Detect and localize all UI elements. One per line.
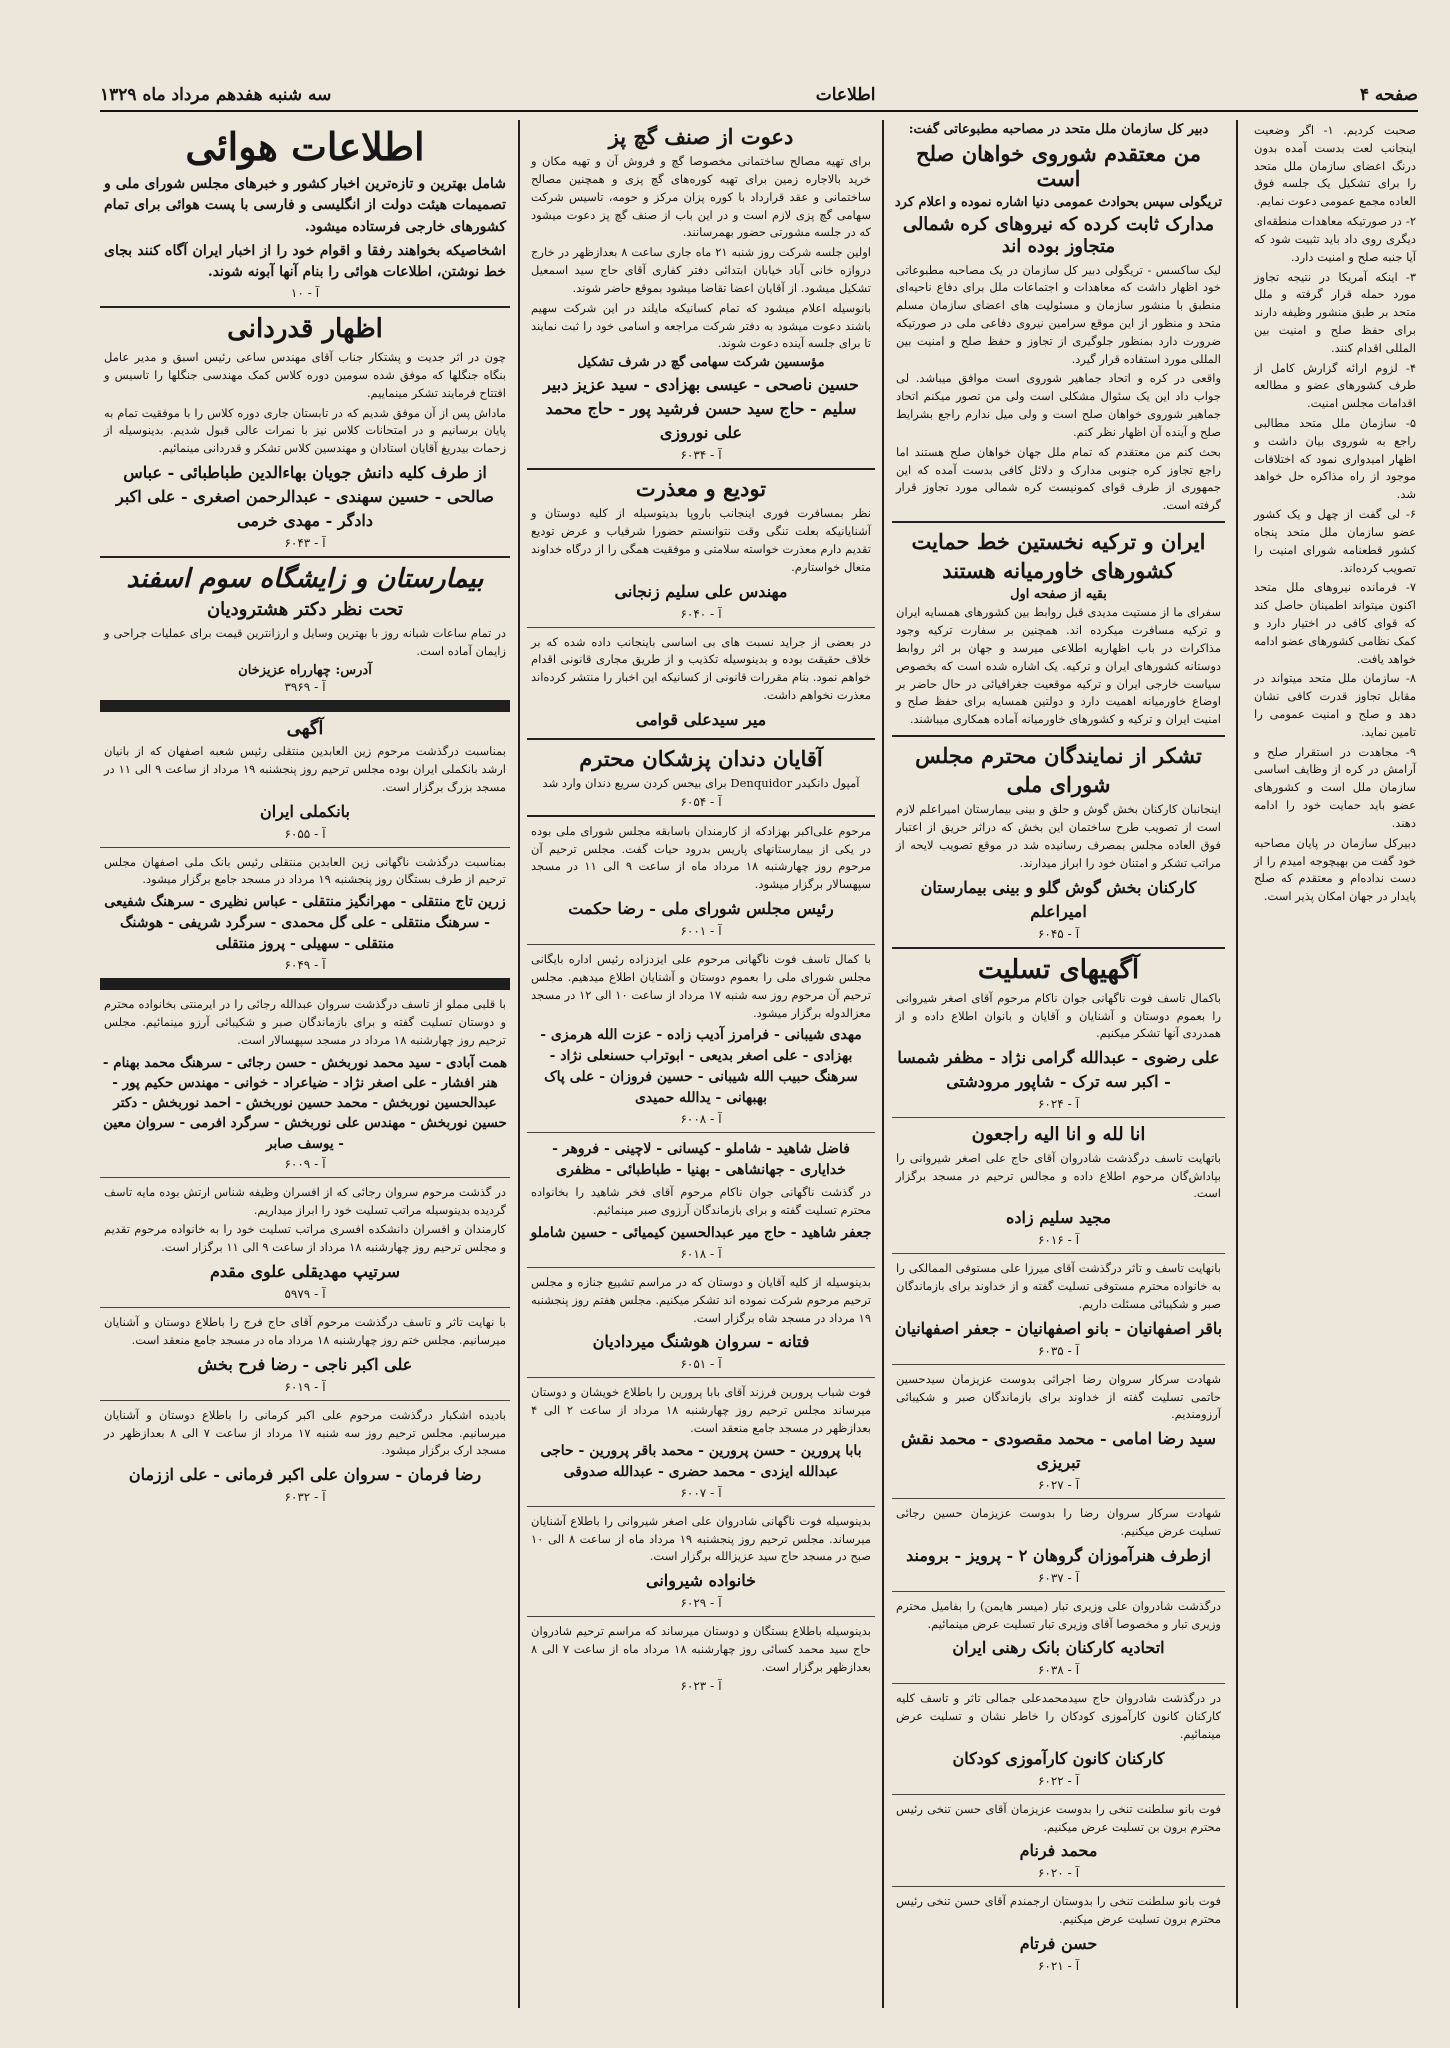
ad-rule — [100, 847, 510, 848]
ad-headline: آقایان دندان پزشکان محترم — [579, 745, 823, 771]
article-paragraph: ۳- اینکه آمریکا در نتیجه تجاوز مورد حمله قرار گرفته و ملل متحد بر طبق منشور وظیفه دارند برای حفظ صلح و امنیت بین المللی اقدام کنند. — [1254, 269, 1416, 355]
condolence-names: مهدی شیبانی - فرامرز آدیب زاده - عزت الله هرمزی - بهزادی - علی اصغر بدیعی - ابوتراب حسنعلی نژاد - سرهنگ حبیب الله شیبانی - حسین فروزان - علی پاک بهبهانی - یدالله حمیدی — [540, 1027, 862, 1107]
article-kicker: دبیر کل سازمان ملل متحد در مصاحبه مطبوعاتی گفت: — [908, 122, 1209, 137]
ad-text: چون در اثر جدیت و پشتکار جناب آقای مهندس ساعی رئیس اسبق و مدیر عامل بنگاه جنگلها که موفق شده سومین دوره کلاس کمک مهندسی جنگلها را تاسیس و افتتاح فرمایند تشکر مینماییم. — [104, 350, 506, 400]
ad-rule — [527, 1377, 875, 1378]
ad-code: آ - ۶۰۵۱ — [680, 1357, 722, 1372]
ad-rule — [527, 627, 875, 628]
ad-code: آ - ۶۰۴۵ — [1037, 926, 1080, 941]
ad-rule — [892, 1117, 1225, 1118]
ad-code: آ - ۶۰۲۱ — [1037, 1959, 1080, 1974]
ad-code: آ - ۶۰۳۸ — [1037, 1663, 1080, 1678]
ad-rule — [527, 944, 875, 945]
condolence-text: با قلبی مملو از تاسف درگذشت سروان عبدالله رجائی را در ایرمنتی بخانواده محترم و دوستان تسلیت گفته و برای بازماندگان صبر و شکیبائی آرزو مینمائیم. مجلس ترحیم روز چهارشنبه ۱۸ مرداد در مسجد سپهسالار است. — [104, 997, 506, 1047]
ad-code: آ - ۶۰۴۰ — [680, 606, 722, 621]
ad-code: آ - ۶۰۴۹ — [284, 958, 326, 973]
ad-code: آ - ۶۰۰۸ — [680, 1112, 722, 1127]
ad-signature: از طرف کلیه دانش جویان بهاءالدین طباطبائی - عباس صالحی - حسین سهندی - عبدالرحمن اصغری - علی اکبر دادگر - مهدی خرمی — [116, 463, 494, 531]
ad-headline: تودیع و معذرت — [635, 476, 767, 502]
heavy-rule — [100, 700, 510, 712]
ad-rule — [527, 1132, 875, 1133]
ad-text: مرحوم علی‌اکبر بهزادکه از کارمندان باسابقه مجلس شورای ملی بوده در یکی از بیمارستانهای پاریس بدرود حیات گفت. مجلس ترحیم آن مرحوم روز چهارشنبه ۱۸ مرداد ماه از ساعت ۹ الی ۱۱ در مسجد سپهسالار برگزار میشود. — [531, 823, 871, 892]
page-header — [100, 82, 1418, 108]
condolence-names: کارکنان کانون کارآموزی کودکان — [952, 1748, 1165, 1768]
founders-names: حسین ناصحی - عیسی بهزادی - سید عزیز دبیر سلیم - حاج سید حسن فرشید پور - حاج محمد علی نوروزی — [543, 375, 859, 443]
ad-code: آ - ۶۰۲۷ — [1037, 1478, 1080, 1493]
issue-date: سه شنبه هفدهم مرداد ماه ۱۳۲۹ — [100, 85, 332, 105]
condolence-text: فوت بانو سلطنت تنخی را بدوستان ارجمندم آقای حسن تنخی رئیس محترم برون تسلیت عرض میکنیم. — [896, 1894, 1221, 1927]
ad-rule — [892, 1364, 1225, 1365]
condolence-text: بدینوسیله از کلیه آقایان و دوستان که در مراسم تشییع جنازه و مجلس ترحیم مرحوم شرکت نموده اند تشکر میکنیم. مجلس هفتم روز پنجشنبه ۱۹ مرداد در مسجد شاه برگزار است. — [531, 1274, 871, 1325]
ad-address: آدرس: چهارراه عزیزخان — [238, 662, 372, 678]
article-subheadline: مدارک ثابت کرده که نیروهای کره شمالی متجاوز بوده اند — [902, 214, 1215, 257]
condolence-text: بدینوسیله باطلاع بستگان و دوستان میرساند که مراسم ترحیم شادروان حاج سید محمد کسائی روز چهارشنبه ۱۸ مرداد ماه از ساعت ۷ الی ۸ بعدازظهر برگزار است. — [531, 1624, 871, 1674]
ad-text: آمپول دانکیدر Denquidor برای بیحس کردن سریع دندان وارد شد — [542, 776, 860, 790]
article-paragraph: بحث کنم من معتقدم که تمام ملل جهان خواهان صلح هستند اما راجع تجاوز کره جنوبی مدارک و دلائل کافی بدست آمده که این جمهوری از طرف قوای کمونیست کره شمالی مورد تجاوز قرار گرفته است. — [896, 444, 1221, 513]
section-rule — [100, 556, 510, 558]
ad-text: بمناسبت درگذشت ناگهانی زین العابدین منتقلی رئیس بانک ملی اصفهان مجلس ترحیم از طرف بستگان روز پنجشنبه ۱۹ مرداد در مسجد جامع برگزار میشود. — [104, 854, 506, 887]
ad-signature: رئیس مجلس شورای ملی - رضا حکمت — [568, 899, 834, 919]
ad-code: آ - ۶۰۵۴ — [680, 794, 722, 809]
continued-note: بقیه از صفحه اول — [1010, 587, 1107, 603]
condolence-text: بانهایت تاسف و تاثر درگذشت آقای میرزا علی مستوفی الممالکی را به خانواده محترم مستوفی تسلیت گفته و از خداوند برای بازماندگان صبر و شکیبائی مسئلت داریم. — [896, 1261, 1221, 1311]
ad-code: آ - ۶۰۲۲ — [1037, 1773, 1080, 1788]
ad-rule — [892, 1498, 1225, 1499]
ad-rule — [892, 1591, 1225, 1592]
condolence-names: زرین تاج منتقلی - مهرانگیز منتقلی - عباس نظیری - سرهنگ شفیعی - سرهنگ منتقلی - علی گل محمدی - سرگرد شریفی - هوشنگ منتقلی - سهیلی - پروز منتقلی — [104, 894, 506, 953]
ad-rule — [527, 1267, 875, 1268]
condolence-text: بدینوسیله فوت ناگهانی شادروان علی اصغر شیروانی را باطلاع آشنایان میرساند. مجلس ترحیم روز پنجشنبه ۱۹ مرداد ماه از ساعت ۸ الی ۱۰ صبح در مسجد حاج سید عزیزالله برگزار است. — [531, 1513, 871, 1564]
ad-signature: کارکنان بخش گوش گلو و بینی بیمارستان امیراعلم — [920, 877, 1197, 921]
ad-subheadline: تحت نظر دکتر هشترودیان — [206, 599, 404, 621]
condolence-names: علی اکبر ناجی - رضا فرح بخش — [197, 1354, 413, 1374]
column-un-continued — [1250, 120, 1420, 2008]
column-ads-middle — [527, 120, 875, 2008]
condolence-names: مجید سلیم زاده — [1005, 1208, 1112, 1228]
condolence-text: فوت شباب پرورین فرزند آقای بابا پرورین را باطلاع خویشان و دوستان میرساند مجلس ترحیم روز چهارشنبه ۱۸ مرداد از ساعت ۲ الی ۴ بعدازظهر در مسجد جامع منعقد است. — [531, 1385, 871, 1435]
condolence-names: باقر اصفهانیان - بانو اصفهانیان - جعفر اصفهانیان — [894, 1318, 1223, 1338]
section-rule — [527, 815, 875, 817]
article-paragraph: سفرای ما از مستیت مدیدی قبل روابط بین کشورهای همسایه ایران و ترکیه مسافرت میکرده اند. همچنین بر سفارت ترکیه وجود مذاکرات در باب اظهاریه اطلاعی میرسد و جهان بر اثر روابط دوستانه کشورهای ایران و ترکیه. یک اشاره شده است که بخصوص سیاست خارجی ایران و ترکیه موقعیت جغرافیائی در حال حاضر بر اوضاع خاورمیانه اهمیت دارد و دولتین همسایه برای حفظ صلح و امنیت ایران و ترکیه و کشورهای خاورمیانه آماده همکاری میباشند. — [896, 605, 1221, 727]
section-rule — [892, 947, 1225, 949]
ad-code: آ - ۶۰۳۴ — [680, 448, 722, 463]
ad-text: نظر بمسافرت فوری اینجانب باروپا بدینوسیله از کلیه دوستان و آشنایانیکه بعلت تنگی وقت نتوانستم حضورا شرفیاب و عرض تودیع تقدیم دارم معذرت خواسته سلامتی و موفقیت همگی را از درگاه خداوند متعال خواستارم. — [531, 506, 871, 574]
condolence-names: سرتیپ مهدیقلی علوی مقدم — [209, 1262, 401, 1282]
condolence-names: محمد فرنام — [1019, 1841, 1098, 1861]
ad-code: آ - ۶۰۱۸ — [680, 1246, 722, 1261]
condolence-text: باکمال تاسف فوت ناگهانی جوان ناکام مرحوم آقای اصغر شیروانی را بعموم دوستان و آشنایان و آقایان و بانوان اطلاع داده و از همدردی آنها تشکر میکنیم. — [896, 990, 1221, 1041]
ad-headline: آگهی — [286, 717, 324, 739]
condolence-names: خانواده شیروانی — [645, 1571, 757, 1591]
condolence-names: اتحادیه کارکنان بانک رهنی ایران — [952, 1638, 1165, 1658]
condolence-names: بابا پرورین - حسن پرورین - محمد باقر پرورین - حاجی عبدالله ایزدی - محمد حضری - عبدالله صدوقی — [540, 1442, 862, 1480]
ad-signature: بانکملی ایران — [260, 801, 350, 821]
newspaper-name: اطلاعات — [815, 85, 876, 105]
ad-text: اولین جلسه شرکت روز شنبه ۲۱ ماه جاری ساعت ۸ بعدازظهر در خارج دروازه خانی آباد خیابان ابتدائی دفتر کفاری آقای حاج سید اسمعیل تشکیل میشود. از آقایان اعضا تقاضا میشود بموقع حاضر شوند. — [531, 245, 871, 295]
article-subhead: تریگولی سپس بحوادث عمومی دنیا اشاره نموده و اعلام کرد — [894, 195, 1223, 211]
ad-text: در بعضی از جراید نسبت های بی اساسی باینجانب داده شده که بر خلاف حقیقت بوده و بدینوسیله تکذیب و از طریق مجاری قانونی اقدام خواهم نمود. بنام مقررات قانونی از کسانیکه این اخبار را منتشر کرده‌اند معذرت نخواهم داشت. — [531, 634, 871, 702]
article-paragraph: صحبت کردیم. ۱- اگر وضعیت اینجانب لعت بدست آمده بدون درنگ اعضای سازمان ملل متحد را برای تشکیل یک جلسه فوق العاده مجمع عمومی دعوت نمایم. — [1254, 123, 1416, 209]
condolence-text: در گذشت ناگهانی جوان ناکام مرحوم آقای فخر شاهید را بخانواده محترم تسلیت گفته و برای بازماندگان آرزوی صبر مینمائیم. — [531, 1185, 871, 1218]
article-paragraph: ۵- سازمان ملل متحد مطالبی راجع به شوروی بیان داشت و اظهار امیدواری نمود که اختلافات موجود از راه مذاکره حل خواهد شد. — [1254, 416, 1416, 502]
condolence-text: در درگذشت شادروان حاج سیدمحمدعلی جمالی تاثر و تاسف کلیه کارکنان کانون کارآموزی کودکان را خاطر نشان و تسلیت عرض مینمائیم. — [896, 1691, 1221, 1742]
condolence-text: درگذشت شادروان علی وزیری تبار (میسر هایمن) را بفامیل محترم وزیری تبار و مخصوصا آقای وزیری تبار تسلیت عرض مینمائیم. — [896, 1598, 1221, 1631]
article-paragraph: ۶- لی گفت از چهل و یک کشور عضو سازمان ملل متحد پنجاه کشور قطعنامه شورای امنیت را تصویب کرده‌اند. — [1254, 507, 1416, 575]
article-paragraph: واقعی در کره و اتحاد جماهیر شوروی است موافق میباشد. لی جواب داد این یک سئوال مشکلی است ولی من تصور میکنم اتحاد جماهیر شوروی خواهان صلح است و ولی میل ندارم راجع بشرایط صلح و آینده آن اظهار نظر کنم. — [896, 371, 1221, 439]
ad-text: شامل بهترین و تازه‌ترین اخبار کشور و خبرهای مجلس شورای ملی و تصمیمات هیئت دولت از انگلیسی و فارسی با پست هوائی برای تمام کشورهای خارجی فرستاده میشود. — [104, 175, 506, 235]
ad-headline: بیمارستان و زایشگاه سوم اسفند — [126, 564, 484, 595]
founders-heading: مؤسسین شرکت سهامی گچ در شرف تشکیل — [577, 355, 825, 371]
ad-code: آ - ۶۰۰۱ — [680, 924, 722, 939]
ad-rule — [527, 1616, 875, 1617]
column-news — [892, 120, 1225, 2008]
condolence-text: با نهایت تاثر و تاسف درگذشت مرحوم آقای حاج فرج را باطلاع دوستان و آشنایان میرسانیم. مجلس ختم روز چهارشنبه ۱۸ مرداد ماه در مسجد جامع منعقد است. — [104, 1315, 506, 1347]
ad-rule — [892, 1253, 1225, 1254]
condolence-text: در گذشت مرحوم سروان رجائی که از افسران وظیفه شناس ارتش بوده مایه تاسف گردیده بدینوسیله مراتب تسلیت خود را ابراز میداریم. — [104, 1184, 506, 1217]
condolence-names: علی رضوی - عبدالله گرامی نژاد - مظفر شمسا - اکبر سه ترک - شاپور مرودشتی — [897, 1048, 1220, 1092]
condolence-text: شهادت سرکار سروان رضا اجراثی بدوست عزیزمان سیدحسین حاتمی تسلیت گفته از خداوند برای بازماندگان صبر و شکیبائی آرزومندیم. — [896, 1371, 1221, 1422]
ad-code: آ - ۶۰۵۵ — [284, 826, 326, 841]
column-divider — [1236, 120, 1238, 2008]
ad-code: آ - ۶۰۰۹ — [284, 1156, 326, 1171]
column-ads-left — [100, 120, 510, 2008]
ad-rule — [892, 1794, 1225, 1795]
ad-text: برای تهیه مصالح ساختمانی مخصوصا گچ و فروش آن و تهیه مکان و خرید بالاجاره زمین برای تهیه کوره‌های گچ پزی و همچنین مصالح ساختمانی و عقد قرارداد با کوره پزان مرکز و حومه، تاسیس شرکت سهامی گچ پزی لازم است و در این باب از صنف گچ پز دعوت میشود که در جلسه مشورتی حضور بهمرسانند. — [531, 154, 871, 240]
condolence-text: شهادت سرکار سروان رضا را بدوست عزیزمان حسین رجائی تسلیت عرض میکنیم. — [896, 1506, 1221, 1538]
condolence-text: باتهایت تاسف درگذشت شادروان آقای حاج علی اصغر شیروانی را بپاداش‌گان مرحوم اطلاع داده و مجالس ترحیم در مسجد برگزار است. — [896, 1150, 1221, 1201]
ad-text: در تمام ساعات شبانه روز با بهترین وسایل و ارزانترین قیمت برای عملیات جراحی و زایمان آماده است. — [104, 625, 506, 658]
condolence-heading: انا لله و انا الیه راجعون — [971, 1124, 1146, 1146]
condolence-text: بادیده اشکبار درگذشت مرحوم علی اکبر کرمانی را باطلاع دوستان و آشنایان میرسانیم. مجلس ترحیم روز سه شنبه ۱۷ مرداد از ساعت ۷ الی ۸ بعدازظهر در مسجد ارک برگزار میشود. — [104, 1407, 507, 1458]
ad-code: آ - ۶۰۳۲ — [284, 1490, 326, 1505]
condolence-section-title: آگهیهای تسلیت — [977, 954, 1140, 985]
ad-rule — [100, 1177, 510, 1178]
ad-rule — [892, 1886, 1225, 1887]
ad-headline: اظهار قدردانی — [227, 314, 383, 345]
condolence-names: جعفر شاهید - حاج میر عبدالحسین کیمیائی - حسین شاملو — [530, 1224, 872, 1241]
ad-headline: دعوت از صنف گچ پز — [608, 124, 794, 149]
ad-headline: اطلاعات هوائی — [185, 124, 425, 169]
ad-rule — [527, 1506, 875, 1507]
ad-text: اینجانبان کارکنان بخش گوش و حلق و بینی بیمارستان امیراعلم لازم است از تصویب طرح ساختمان این بخش که دراثر حریق از اعتبار فوق العاده مجلس بمصرف رسانیده شد در موقع تصویب لایحه از مراتب تشکر و امتنان خود را ابراز میدارند. — [896, 802, 1221, 870]
article-paragraph: ۹- مجاهدت در استقرار صلح و آرامش در کره از وظایف اساسی سازمان ملل است و کشورهای عضو باید حمایت خود را ادامه دهند. — [1254, 744, 1416, 830]
ad-signature: میر سیدعلی قوامی — [635, 709, 767, 729]
ad-rule — [100, 1307, 510, 1308]
ad-signature: مهندس علی سلیم زنجانی — [614, 581, 788, 601]
ad-rule — [892, 1683, 1225, 1684]
section-rule — [527, 738, 875, 740]
article-headline: ایران و ترکیه نخستین خط حمایت — [911, 528, 1206, 554]
page-number: صفحه ۴ — [1359, 85, 1418, 105]
ad-text: اشخاصیکه بخواهند رفقا و اقوام خود را از اخبار ایران آگاه کنند بجای خط نوشتن، اطلاعات هوائی را بنام آنها آبونه شوند. — [104, 242, 506, 281]
article-paragraph: ۸- سازمان ملل متحد میتواند در مقابل تجاوز قدرت کافی نشان دهد و صلح و امنیت عمومی را تامین نماید. — [1254, 671, 1416, 739]
condolence-names: رضا فرمان - سروان علی اکبر فرمانی - علی اززمان — [128, 1465, 482, 1485]
condolence-names: سید رضا امامی - محمد مقصودی - محمد نقش تبریزی — [901, 1429, 1216, 1473]
ad-text: بانوسیله اعلام میشود که تمام کسانیکه مایلند در این شرکت سهیم باشند دعوت میشود به دفتر شرکت مراجعه و اسامی خود را ثبت نمایند تا برای جلسه آینده دعوت شوند. — [531, 300, 871, 351]
ad-code: آ - ۶۰۲۹ — [680, 1596, 722, 1611]
section-rule — [527, 468, 875, 470]
ad-code: آ - ۶۰۲۴ — [1037, 1097, 1080, 1112]
article-headline: من معتقدم شوروی خواهان صلح است — [916, 141, 1201, 192]
ad-headline-line2: شورای ملی — [1006, 772, 1111, 798]
condolence-names: حسن فرتام — [1019, 1934, 1098, 1954]
ad-code: آ - ۶۰۴۳ — [284, 536, 326, 551]
ad-code: آ - ۶۰۲۳ — [680, 1678, 722, 1693]
ad-code: آ - ۶۰۲۰ — [1037, 1866, 1080, 1881]
ad-text: ماداش پس از آن موفق شدیم که در تابستان جاری دوره کلاس را با موفقیت تمام به پایان برسانیم و در امتحانات کلاس نیز با نمرات عالی قبول شدیم. بدینوسیله از زحمات بیدریغ آقایان استادان و مهندسین کلاس تشکر و قدردانی مینمائیم. — [104, 405, 506, 456]
condolence-text: با کمال تاسف فوت ناگهانی مرحوم علی ایزدزاده رئیس اداره بایگانی مجلس شورای ملی را بعموم دوستان و آشنایان اطلاع میدهیم. مجلس ترحیم آن مرحوم روز سه شنبه ۱۷ مرداد از ساعت ۱۰ الی ۱۲ در مسجد معزالدوله برگزار میشود. — [531, 952, 871, 1020]
column-divider — [518, 120, 520, 2008]
section-rule — [892, 735, 1225, 737]
condolence-text: کارمندان و افسران دانشکده افسری مراتب تسلیت خود را به خانواده مرحوم تقدیم و مجلس ترحیم روز چهارشنبه ۱۸ مرداد از ساعت ۹ الی ۱۱ برگزار است. — [104, 1222, 506, 1255]
ad-rule — [100, 1400, 510, 1401]
article-paragraph: ۷- فرمانده نیروهای ملل متحد اکنون میتواند اطمینان حاصل کند که قوای کافی در اختیار دارد و کمک نظامی کشورهای عضو ادامه خواهد یافت. — [1254, 580, 1416, 666]
article-paragraph: ۴- لزوم ارائه گزارش کامل از طرف کشورهای عضو و مطالعه اقدامات مجلس امنیت. — [1254, 360, 1416, 411]
ad-code: آ - ۶۰۱۶ — [1037, 1233, 1080, 1248]
condolence-text: فوت بانو سلطنت تنخی را بدوست عزیزمان آقای حسن تنخی رئیس محترم برون بن تسلیت عرض میکنیم. — [896, 1801, 1221, 1834]
article-paragraph: دبیرکل سازمان در پایان مصاحبه خود گفت من بهیچوجه امیدم را از دست نداده‌ام و معتقدم که صلح پایدار در جهان امکان پذیر است. — [1254, 835, 1416, 904]
ad-code: آ - ۶۰۱۹ — [284, 1379, 326, 1394]
ad-code: آ - ۵۹۷۹ — [284, 1287, 326, 1302]
header-rule — [100, 110, 1418, 112]
ad-text: بمناسبت درگذشت مرحوم زین العابدین منتقلی رئیس شعبه اصفهان که از بانیان ارشد بانکملی ایران بوده مجلس ترحیم روز پنجشنبه ۱۹ مرداد از ساعت ۹ الی ۱۱ در مسجد بزرگ برگزار است. — [104, 744, 506, 794]
condolence-names: فاضل شاهید - شاملو - کیسانی - لاچینی - فروهر - خدایاری - جهانشاهی - بهنیا - طباطبائی - مظفری — [552, 1141, 850, 1179]
article-paragraph: ۲- در صورتیکه معاهدات منطقه‌ای دیگری روی داد باید تثبیت شود که آیا جنبه صلح و امنیت دارد. — [1254, 214, 1416, 264]
ad-code: آ - ۶۰۳۷ — [1037, 1570, 1080, 1585]
section-rule — [892, 521, 1225, 523]
article-headline-line2: کشورهای خاورمیانه هستند — [942, 558, 1175, 584]
condolence-names: فتانه - سروان هوشنگ میرداديان — [592, 1332, 810, 1352]
condolence-names: ازطرف هنرآموزان گروهان ۲ - پرویز - برومند — [906, 1545, 1211, 1565]
ad-headline: تشکر از نمایندگان محترم مجلس — [915, 743, 1202, 768]
article-paragraph: لیک ساکسس - تریگولی دبیر کل سازمان در یک مصاحبه مطبوعاتی خود اظهار داشت که معاهدات و اجتماعات ملل برای دفاع ناحیه‌ای منطبق با منشور سازمان و مسئولیت های اعضای سازمان مسلم متحد و منظور از این موقع سرامین نیروی دفاعی ملی در صورتیکه ضرورت دارد بمنظور جلوگیری از تجاوز و حفظ صلح و امنیت بین المللی مورد استفاده قرار گیرد. — [896, 262, 1221, 366]
ad-code: آ - ۱۰ — [290, 286, 320, 301]
ad-code: آ - ۶۰۳۵ — [1037, 1343, 1080, 1358]
condolence-names: همت آبادی - سید محمد نوربخش - حسن رجائی - سرهنگ محمد بهنام - هنر افشار - علی اصغر نژاد - ضیاعراد - خوانی - مهندس حکیم پور - عبدالحسین نوربخش - محمد حسین نوربخش - احمد نوربخش - دکتر حسین نوربخش - مهندس علی نوربخش - سرگرد افرمی - سروان معین - یوسف صابر — [102, 1054, 508, 1152]
ad-code: آ - ۶۰۰۷ — [680, 1485, 722, 1500]
column-divider — [882, 120, 884, 2008]
section-rule — [100, 306, 510, 308]
heavy-rule — [100, 978, 510, 990]
ad-code: آ - ۳۹۶۹ — [284, 679, 326, 694]
